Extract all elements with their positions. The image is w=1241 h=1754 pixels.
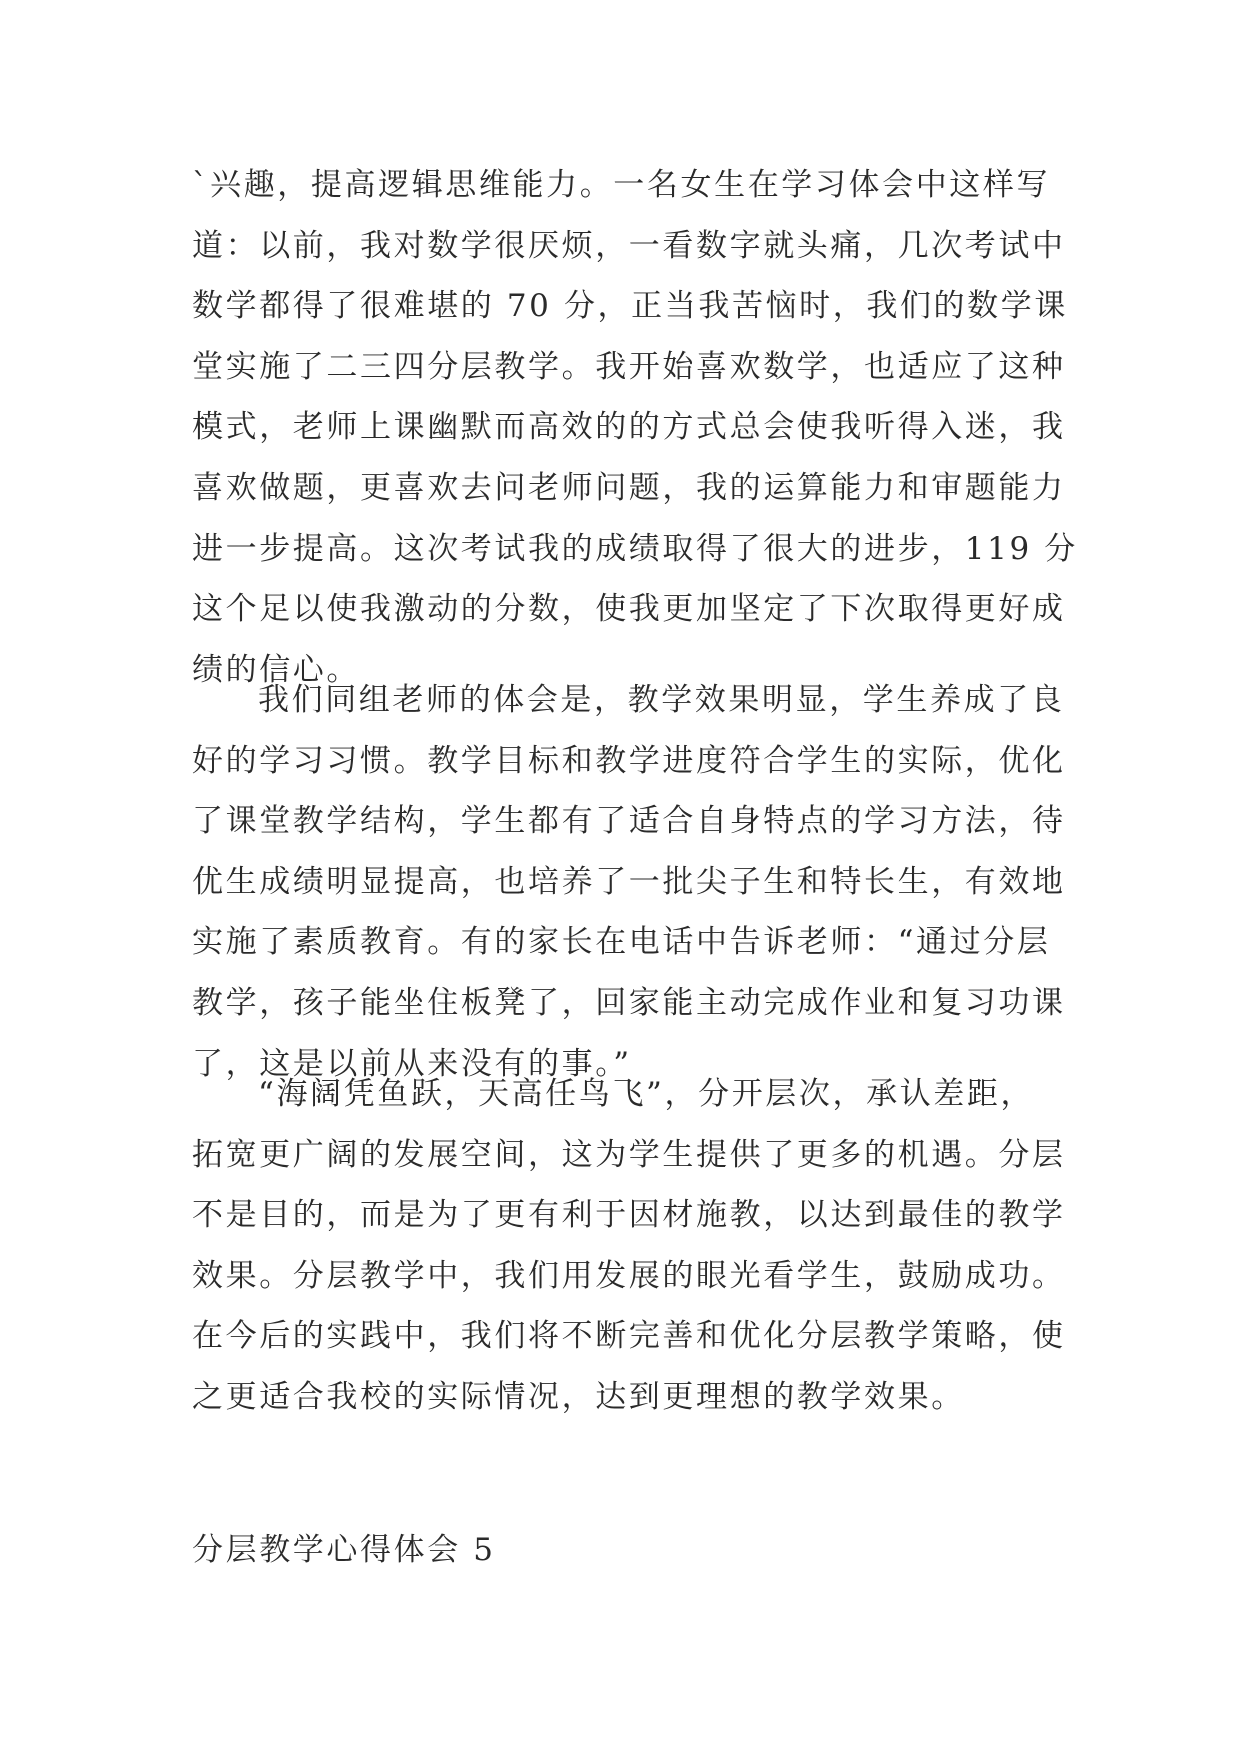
paragraph-line: 这个足以使我激动的分数，使我更加坚定了下次取得更好成 — [192, 591, 1066, 628]
paragraph-3 — [192, 1064, 1066, 1428]
paragraph-line: 好的学习习惯。教学目标和教学进度符合学生的实际，优化 — [192, 742, 1066, 779]
paragraph-line: 在今后的实践中，我们将不断完善和优化分层教学策略，使 — [192, 1318, 1066, 1355]
paragraph-line: “海阔凭鱼跃，天高任鸟飞”，分开层次，承认差距， — [258, 1076, 1035, 1112]
paragraph-line: 模式，老师上课幽默而高效的的方式总会使我听得入迷，我 — [192, 409, 1066, 446]
paragraph-line: 喜欢做题，更喜欢去问老师问题，我的运算能力和审题能力 — [192, 469, 1066, 506]
paragraph-line: 我们同组老师的体会是，教学效果明显，学生养成了良 — [258, 682, 1065, 718]
paragraph-line: 优生成绩明显提高，也培养了一批尖子生和特长生，有效地 — [192, 863, 1066, 900]
paragraph-line: 数学都得了很难堪的 70 分，正当我苦恼时，我们的数学课 — [192, 288, 1068, 325]
section-heading: 分层教学心得体会 5 — [192, 1532, 496, 1568]
paragraph-line: 之更适合我校的实际情况，达到更理想的教学效果。 — [192, 1378, 965, 1415]
paragraph-line: 了课堂教学结构，学生都有了适合自身特点的学习方法，待 — [192, 803, 1066, 840]
paragraph-line: 效果。分层教学中，我们用发展的眼光看学生，鼓励成功。 — [192, 1257, 1066, 1294]
paragraph-line: 教学，孩子能坐住板凳了，回家能主动完成作业和复习功课 — [192, 984, 1066, 1021]
paragraph-line: `兴趣，提高逻辑思维能力。一名女生在学习体会中这样写 — [192, 167, 1051, 203]
paragraph-2 — [192, 670, 1066, 1094]
paragraph-line: 拓宽更广阔的发展空间，这为学生提供了更多的机遇。分层 — [192, 1136, 1066, 1173]
paragraph-line: 实施了素质教育。有的家长在电话中告诉老师：“通过分层 — [192, 924, 1051, 961]
paragraph-line: 道：以前，我对数学很厌烦，一看数字就头痛，几次考试中 — [192, 227, 1066, 264]
paragraph-line: 了，这是以前从来没有的事。” — [192, 1045, 632, 1082]
paragraph-line: 堂实施了二三四分层教学。我开始喜欢数学，也适应了这种 — [192, 348, 1066, 385]
paragraph-line: 进一步提高。这次考试我的成绩取得了很大的进步，119 分 — [192, 530, 1078, 567]
paragraph-line: 不是目的，而是为了更有利于因材施教，以达到最佳的教学 — [192, 1197, 1066, 1234]
paragraph-line: 绩的信心。 — [192, 651, 360, 688]
